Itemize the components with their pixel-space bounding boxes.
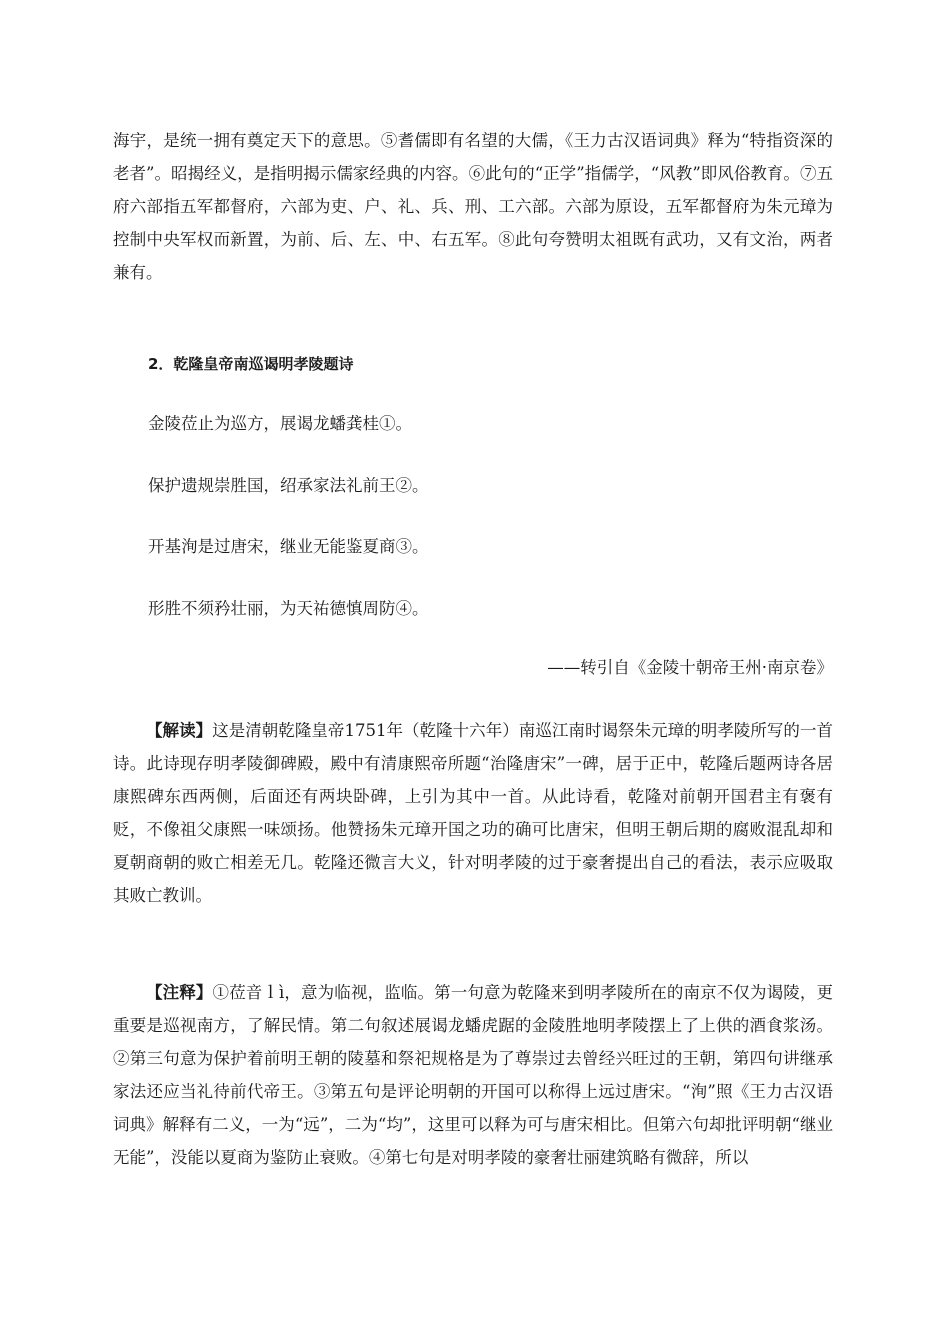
- poem-line: 保护遗规崇胜国，绍承家法礼前王②。: [148, 476, 429, 495]
- interpretation-paragraph: [113, 714, 833, 912]
- annotation-text: ①莅音ｌì，意为临视，监临。第一句意为乾隆来到明孝陵所在的南京不仅为谒陵，更重要是巡视南方，了解民情。第二句叙述展谒龙蟠虎踞的金陵胜地明孝陵摆上了上供的酒食浆汤。②第三句意为保护着前明王朝的陵墓和祭祀规格是为了尊崇过去曾经兴旺过的王朝，第四句讲继承家法还应当礼待前代帝王。③第五句是评论明朝的开国可以称得上远过唐宋。“洵”照《王力古汉语词典》解释有二义，一为“远”，二为“均”，这里可以释为可与唐宋相比。但第六句却批评明朝“继业无能”，没能以夏商为鉴防止衰败。④第七句是对明孝陵的豪奢壮丽建筑略有微辞，所以: [113, 983, 834, 1167]
- poem-source: ——转引自《金陵十朝帝王州·南京卷》: [547, 658, 833, 677]
- interpretation-text: 这是清朝乾隆皇帝1751年（乾隆十六年）南巡江南时谒祭朱元璋的明孝陵所写的一首诗。此诗现存明孝陵御碑殿，殿中有清康熙帝所题“治隆唐宋”一碑，居于正中，乾隆后题两诗各居康熙碑东西两侧，后面还有两块卧碑，上引为其中一首。从此诗看，乾隆对前朝开国君主有褒有贬，不像祖父康熙一味颂扬。他赞扬朱元璋开国之功的确可比唐宋，但明王朝后期的腐败混乱却和夏朝商朝的败亡相差无几。乾隆还微言大义，针对明孝陵的过于豪奢提出自己的看法，表示应吸取其败亡教训。: [113, 721, 833, 905]
- poem-line: 金陵莅止为巡方，展谒龙蟠龚桂①。: [148, 414, 412, 433]
- interpretation-label: 【解读】: [146, 721, 213, 740]
- poem-line: 形胜不须矜壮丽，为天祐德慎周防④。: [148, 599, 429, 618]
- notes-continued-paragraph: 海宇，是统一拥有奠定天下的意思。⑤耆儒即有名望的大儒，《王力古汉语词典》释为“特指资深的老者”。昭揭经义，是指明揭示儒家经典的内容。⑥此句的“正学”指儒学，“风教”即风俗教育。⑦五府六部指五军都督府，六部为吏、户、礼、兵、刑、工六部。六部为原设，五军都督府为朱元璋为控制中央军权而新置，为前、后、左、中、右五军。⑧此句夸赞明太祖既有武功，又有文治，两者兼有。: [113, 131, 833, 282]
- annotation-paragraph: [113, 976, 833, 1174]
- poem-line: 开基洵是过唐宋，继业无能鉴夏商③。: [148, 537, 429, 556]
- section-heading: 2．乾隆皇帝南巡谒明孝陵题诗: [148, 355, 354, 373]
- annotation-label: 【注释】: [146, 983, 213, 1002]
